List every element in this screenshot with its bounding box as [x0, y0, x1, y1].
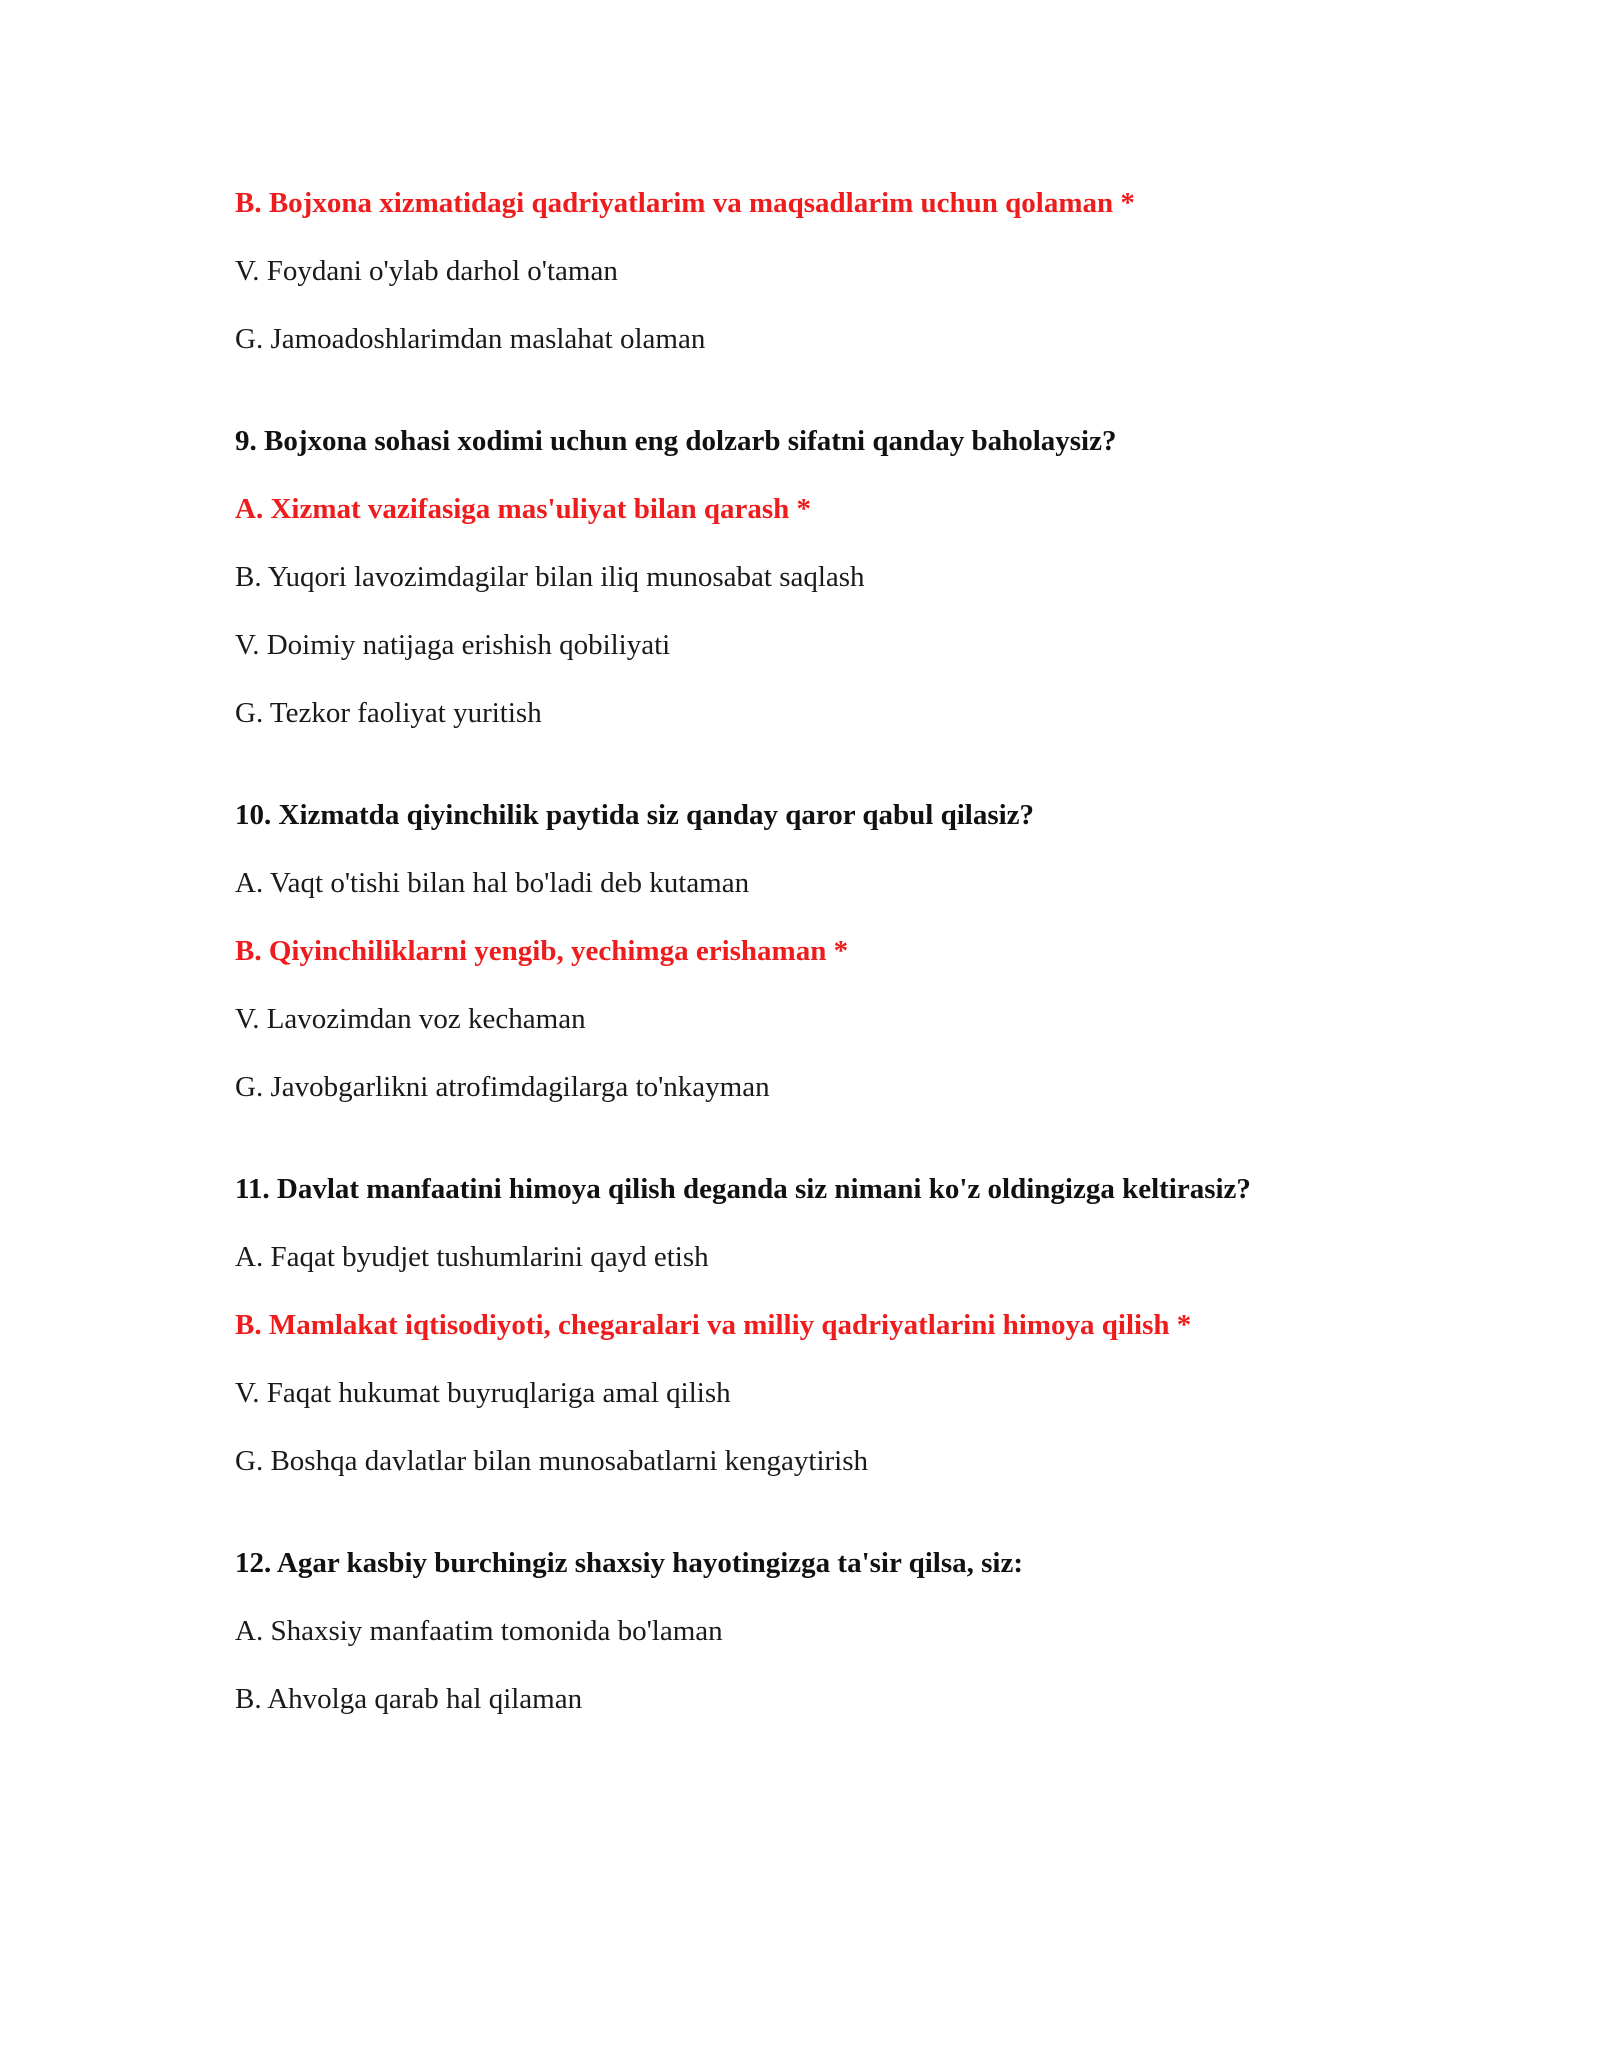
question-block-11 [235, 1172, 1435, 1478]
answer-option: V. Faqat hukumat buyruqlariga amal qilish [235, 1377, 731, 1409]
answer-option: V. Doimiy natijaga erishish qobiliyati [235, 629, 671, 661]
answer-option-correct: B. Bojxona xizmatidagi qadriyatlarim va maqsadlarim uchun qolaman * [235, 187, 1135, 219]
answer-option: G. Boshqa davlatlar bilan munosabatlarni kengaytirish [235, 1445, 869, 1477]
answer-option: A. Shaxsiy manfaatim tomonida bo'laman [235, 1615, 723, 1647]
answer-option: A. Faqat byudjet tushumlarini qayd etish [235, 1241, 709, 1273]
question-block-9 [235, 424, 1435, 730]
answer-option: B. Yuqori lavozimdagilar bilan iliq munosabat saqlash [235, 561, 865, 593]
answer-option: A. Vaqt o'tishi bilan hal bo'ladi deb kutaman [235, 867, 750, 899]
answer-option: G. Javobgarlikni atrofimdagilarga to'nkayman [235, 1071, 770, 1103]
answer-option-correct: B. Mamlakat iqtisodiyoti, chegaralari va milliy qadriyatlarini himoya qilish * [235, 1309, 1192, 1341]
question-text: 9. Bojxona sohasi xodimi uchun eng dolzarb sifatni qanday baholaysiz? [235, 425, 1117, 457]
answer-option: G. Jamoadoshlarimdan maslahat olaman [235, 323, 706, 355]
question-block-10 [235, 798, 1435, 1104]
question-text: 11. Davlat manfaatini himoya qilish deganda siz nimani ko'z oldingizga keltirasiz? [235, 1173, 1251, 1205]
answer-option-correct: A. Xizmat vazifasiga mas'uliyat bilan qarash * [235, 493, 811, 525]
answer-option-correct: B. Qiyinchiliklarni yengib, yechimga erishaman * [235, 935, 849, 967]
document-page [235, 186, 1435, 1750]
question-text: 12. Agar kasbiy burchingiz shaxsiy hayotingizga ta'sir qilsa, siz: [235, 1547, 1023, 1579]
answer-option: B. Ahvolga qarab hal qilaman [235, 1683, 583, 1715]
answer-option: V. Lavozimdan voz kechaman [235, 1003, 586, 1035]
question-block-12 [235, 1546, 1435, 1716]
question-text: 10. Xizmatda qiyinchilik paytida siz qanday qaror qabul qilasiz? [235, 799, 1035, 831]
answer-option: G. Tezkor faoliyat yuritish [235, 697, 542, 729]
answer-option: V. Foydani o'ylab darhol o'taman [235, 255, 618, 287]
previous-question-options [235, 186, 1435, 356]
